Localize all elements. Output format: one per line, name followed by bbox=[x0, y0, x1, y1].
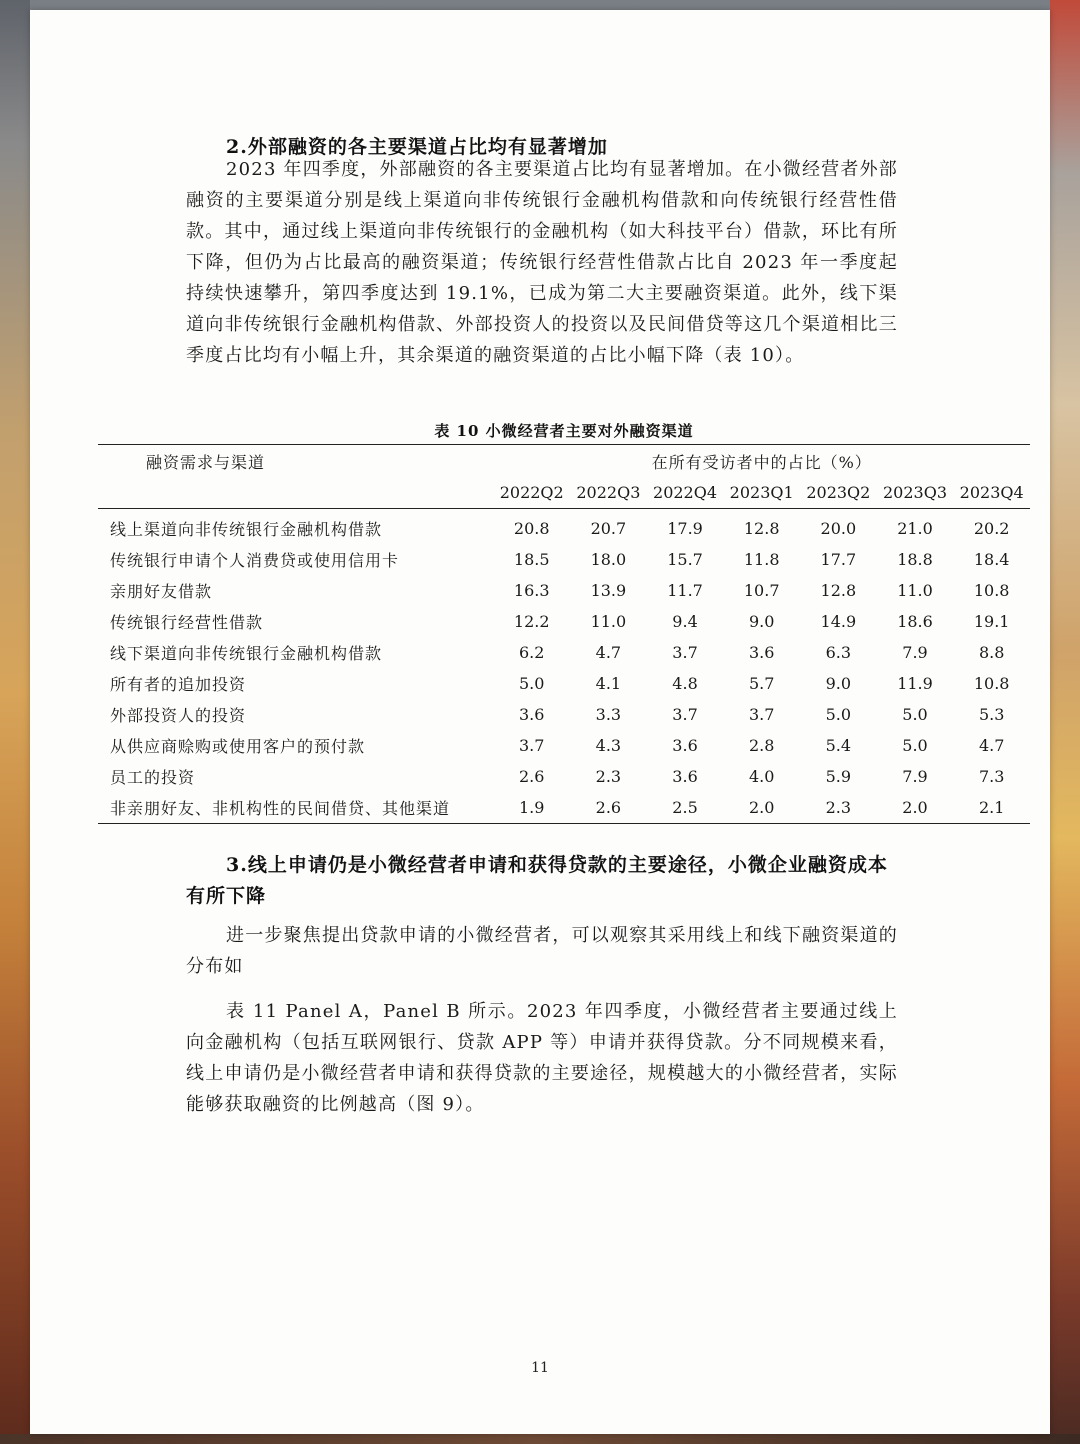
share-value: 2.0 bbox=[902, 798, 928, 817]
period-header: 2022Q4 bbox=[647, 477, 724, 509]
period-header-blank bbox=[98, 477, 493, 509]
channel-name: 从供应商赊购或使用客户的预付款 bbox=[110, 737, 366, 756]
section-2-heading: 2.外部融资的各主要渠道占比均有显著增加 bbox=[226, 136, 608, 158]
share-value: 3.6 bbox=[518, 705, 545, 724]
table-row bbox=[98, 761, 1030, 792]
share-value: 11.0 bbox=[897, 581, 933, 600]
channel-name: 所有者的追加投资 bbox=[110, 675, 247, 694]
background-bottom bbox=[0, 1434, 1080, 1444]
share-value: 3.7 bbox=[672, 705, 698, 724]
share-value: 10.8 bbox=[973, 674, 1010, 693]
share-value: 5.0 bbox=[518, 674, 545, 693]
table-row bbox=[98, 509, 1030, 545]
share-value: 18.0 bbox=[590, 550, 627, 569]
share-value: 5.4 bbox=[825, 736, 852, 755]
channel-name: 传统银行申请个人消费贷或使用信用卡 bbox=[110, 551, 400, 570]
share-value: 12.8 bbox=[820, 581, 857, 600]
document-page bbox=[30, 10, 1050, 1434]
table-row bbox=[98, 730, 1030, 761]
period-header: 2023Q4 bbox=[953, 477, 1030, 509]
share-value: 17.9 bbox=[667, 519, 703, 538]
table-row bbox=[98, 606, 1030, 637]
table-caption: 表 10 小微经营者主要对外融资渠道 bbox=[434, 422, 694, 440]
share-value: 3.7 bbox=[748, 705, 775, 724]
share-value: 19.1 bbox=[973, 612, 1010, 631]
share-value: 4.7 bbox=[978, 736, 1005, 755]
share-value: 20.7 bbox=[590, 519, 627, 538]
share-value: 5.7 bbox=[748, 674, 775, 693]
column-header-channel: 融资需求与渠道 bbox=[146, 452, 266, 472]
share-value: 11.8 bbox=[743, 550, 780, 569]
share-value: 6.3 bbox=[825, 643, 852, 662]
table-row bbox=[98, 637, 1030, 668]
share-value: 5.0 bbox=[825, 705, 852, 724]
table-row bbox=[98, 699, 1030, 730]
channel-name: 传统银行经营性借款 bbox=[110, 613, 264, 632]
financing-channels-table bbox=[98, 444, 1030, 824]
share-value: 3.6 bbox=[672, 767, 698, 786]
period-header: 2022Q2 bbox=[493, 477, 570, 509]
share-value: 18.5 bbox=[513, 550, 550, 569]
share-value: 2.5 bbox=[672, 798, 698, 817]
share-value: 15.7 bbox=[667, 550, 703, 569]
table-row bbox=[98, 544, 1030, 575]
channel-name: 亲朋好友借款 bbox=[110, 582, 213, 601]
share-value: 4.7 bbox=[595, 643, 622, 662]
share-value: 3.3 bbox=[595, 705, 622, 724]
share-value: 7.3 bbox=[978, 767, 1005, 786]
share-value: 11.0 bbox=[590, 612, 627, 631]
channel-name: 线上渠道向非传统银行金融机构借款 bbox=[110, 520, 383, 539]
table-body bbox=[98, 509, 1030, 824]
channel-name: 外部投资人的投资 bbox=[110, 706, 247, 725]
share-value: 20.0 bbox=[820, 519, 857, 538]
share-value: 2.8 bbox=[748, 736, 775, 755]
share-value: 13.9 bbox=[590, 581, 627, 600]
share-value: 3.7 bbox=[672, 643, 698, 662]
share-value: 8.8 bbox=[978, 643, 1005, 662]
share-value: 2.6 bbox=[518, 767, 545, 786]
section-3-heading: 3.线上申请仍是小微经营者申请和获得贷款的主要途径，小微企业融资成本有所下降 bbox=[186, 854, 888, 907]
share-value: 3.6 bbox=[672, 736, 698, 755]
channel-name: 非亲朋好友、非机构性的民间借贷、其他渠道 bbox=[110, 799, 451, 818]
share-value: 7.9 bbox=[902, 767, 928, 786]
share-value: 2.3 bbox=[595, 767, 622, 786]
share-value: 2.3 bbox=[825, 798, 852, 817]
period-header: 2023Q1 bbox=[723, 477, 800, 509]
share-value: 21.0 bbox=[897, 519, 933, 538]
share-value: 5.9 bbox=[825, 767, 852, 786]
share-value: 3.6 bbox=[748, 643, 775, 662]
share-value: 4.8 bbox=[672, 674, 698, 693]
share-value: 7.9 bbox=[902, 643, 928, 662]
period-header-row bbox=[98, 477, 1030, 509]
period-header: 2022Q3 bbox=[570, 477, 647, 509]
channel-name: 线下渠道向非传统银行金融机构借款 bbox=[110, 644, 383, 663]
share-value: 11.7 bbox=[667, 581, 703, 600]
page-number: 11 bbox=[531, 1360, 549, 1376]
background-right bbox=[1050, 0, 1080, 1444]
share-value: 17.7 bbox=[820, 550, 857, 569]
share-value: 12.2 bbox=[513, 612, 550, 631]
table-row bbox=[98, 575, 1030, 606]
share-value: 9.0 bbox=[748, 612, 775, 631]
share-value: 9.0 bbox=[825, 674, 852, 693]
share-value: 10.8 bbox=[973, 581, 1010, 600]
share-value: 14.9 bbox=[820, 612, 857, 631]
share-value: 20.2 bbox=[973, 519, 1010, 538]
share-value: 3.7 bbox=[518, 736, 545, 755]
share-value: 20.8 bbox=[513, 519, 550, 538]
table-row bbox=[98, 668, 1030, 699]
share-value: 4.1 bbox=[595, 674, 622, 693]
column-header-share: 在所有受访者中的占比（%） bbox=[651, 452, 872, 472]
section-3-paragraph-1: 进一步聚焦提出贷款申请的小微经营者，可以观察其采用线上和线下融资渠道的分布如 bbox=[186, 925, 898, 977]
share-value: 16.3 bbox=[513, 581, 550, 600]
share-value: 4.3 bbox=[595, 736, 622, 755]
period-header: 2023Q3 bbox=[877, 477, 954, 509]
share-value: 5.0 bbox=[902, 736, 928, 755]
share-value: 11.9 bbox=[897, 674, 933, 693]
share-value: 4.0 bbox=[748, 767, 775, 786]
share-value: 2.0 bbox=[748, 798, 775, 817]
share-value: 18.8 bbox=[897, 550, 933, 569]
share-value: 18.4 bbox=[973, 550, 1010, 569]
channel-name: 员工的投资 bbox=[110, 768, 196, 787]
table-row bbox=[98, 792, 1030, 824]
share-value: 10.7 bbox=[743, 581, 780, 600]
section-2-paragraph: 2023 年四季度，外部融资的各主要渠道占比均有显著增加。在小微经营者外部融资的主要渠道分别是线上渠道向非传统银行金融机构借款和向传统银行经营性借款。其中，通过线上渠道向非传统银行的金融机构（如大科技平台）借款，环比有所下降，但仍为占比最高的融资渠道；传统银行经营性借款占比自 2023 年一季度起持续快速攀升，第四季度达到 19.1%，已成为第二大主要融资渠道。此外，线下渠道向非传统银行金融机构借款、外部投资人的投资以及民间借贷等这几个渠道相比三季度占比均有小幅上升，其余渠道的融资渠道的占比小幅下降（表 10）。 bbox=[186, 159, 898, 366]
share-value: 2.1 bbox=[978, 798, 1005, 817]
share-value: 5.3 bbox=[978, 705, 1005, 724]
share-value: 18.6 bbox=[897, 612, 933, 631]
share-value: 12.8 bbox=[743, 519, 780, 538]
period-header: 2023Q2 bbox=[800, 477, 877, 509]
share-value: 6.2 bbox=[518, 643, 545, 662]
share-value: 5.0 bbox=[902, 705, 928, 724]
share-value: 2.6 bbox=[595, 798, 622, 817]
share-value: 9.4 bbox=[672, 612, 698, 631]
background-left bbox=[0, 0, 30, 1444]
section-3-paragraph-2: 表 11 Panel A，Panel B 所示。2023 年四季度，小微经营者主要通过线上向金融机构（包括互联网银行、贷款 APP 等）申请并获得贷款。分不同规模来看，线上申请仍是小微经营者申请和获得贷款的主要途径，规模越大的小微经营者，实际能够获取融资的比例越高（图 9）。 bbox=[186, 1001, 898, 1115]
share-value: 1.9 bbox=[518, 798, 545, 817]
